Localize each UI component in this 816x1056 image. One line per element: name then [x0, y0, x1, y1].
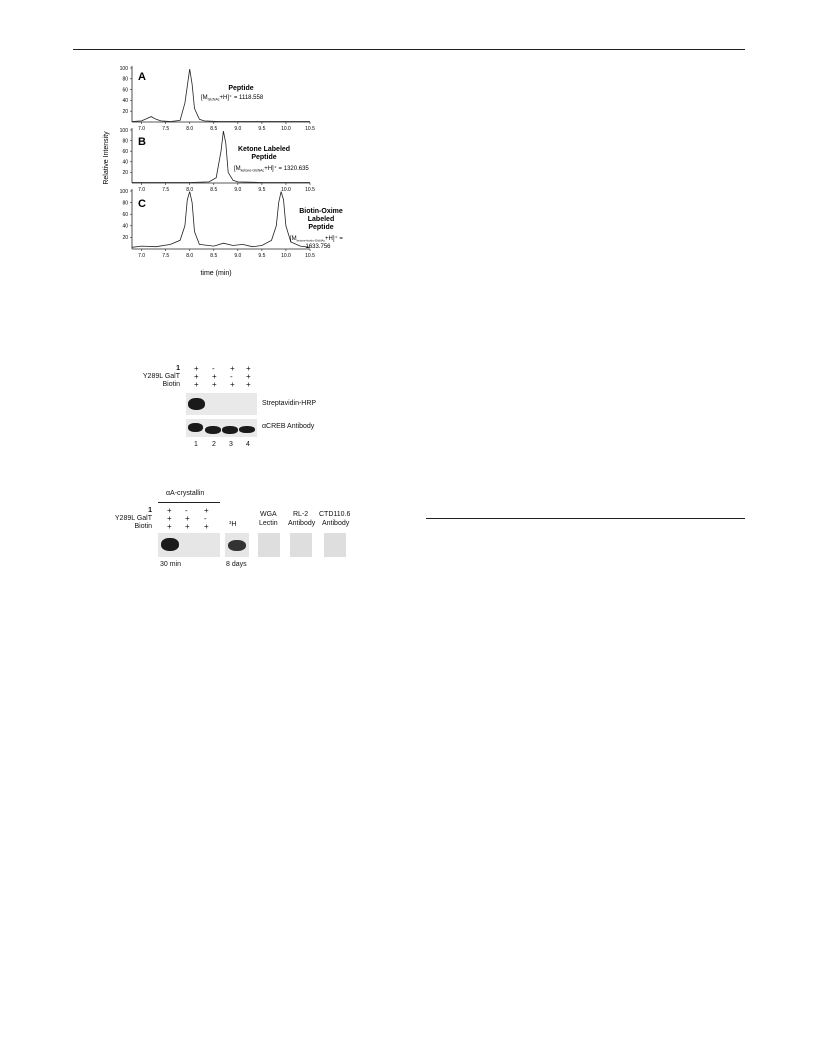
wga-label-2: Lectin: [259, 520, 278, 527]
blot-band: [222, 426, 238, 434]
blot-band: [188, 398, 205, 410]
x-tick-label: 7.0: [138, 187, 146, 193]
panel-b-label-line-1: Ketone Labeled: [237, 146, 291, 153]
fig2-sign: +: [246, 380, 251, 389]
fig2-sign: +: [246, 364, 251, 373]
fig3-sign: +: [204, 522, 209, 531]
fig2-sign: +: [194, 364, 199, 373]
panel-c: [132, 189, 343, 250]
header-rule: [73, 49, 745, 50]
panel-c-letter: C: [138, 198, 146, 210]
x-tick-label: 10.0: [281, 126, 291, 132]
y-tick-label: 80: [122, 76, 128, 83]
wga-label-1: WGA: [260, 511, 277, 518]
fig3-row-label-2: Y289L GalT: [114, 515, 152, 522]
fig2-sign: +: [212, 380, 217, 389]
fig3-row-label-3: Biotin: [134, 523, 152, 530]
panel-a-letter: A: [138, 71, 146, 83]
x-tick-label: 9.5: [258, 126, 266, 132]
fig3-sign: +: [185, 522, 190, 531]
fig2-sign: +: [212, 372, 217, 381]
panel-b-letter: B: [138, 136, 146, 148]
x-tick-label: 10.5: [305, 187, 315, 193]
x-tick-label: 7.0: [138, 126, 146, 132]
x-tick-label: 7.5: [162, 187, 170, 193]
fig3-sign: +: [167, 514, 172, 523]
fig3-sign: +: [167, 522, 172, 531]
ctd-label-1: CTD110.6: [319, 511, 351, 518]
panel-a-label-line-1: Peptide: [228, 85, 254, 92]
column-rule: [426, 518, 745, 519]
fig3-row-label-1: 1: [148, 507, 152, 514]
x-tick-label: 8.5: [210, 253, 218, 259]
y-tick-label: 100: [119, 188, 128, 195]
tick-labels: [120, 66, 315, 259]
y-tick-label: 20: [122, 170, 128, 177]
blot-band: [239, 426, 255, 433]
x-tick-label: 8.5: [210, 187, 218, 193]
fig3-sign: -: [204, 514, 207, 523]
x-tick-label: 9.5: [258, 187, 266, 193]
panel-c-label-line-3: Peptide: [308, 224, 334, 231]
tritium-label: ³H: [229, 521, 237, 528]
fig2-row-label-1: 1: [176, 365, 180, 372]
fig2-sign: -: [230, 372, 233, 381]
y-axis-label: Relative Intensity: [103, 131, 110, 185]
x-tick-label: 7.5: [162, 253, 170, 259]
y-tick-label: 40: [122, 98, 128, 105]
x-axis-label: time (min): [200, 270, 232, 277]
blot-band: [161, 538, 179, 551]
lane-number: 1: [194, 441, 198, 448]
fig2-sign: +: [246, 372, 251, 381]
x-tick-label: 7.5: [162, 126, 170, 132]
y-tick-label: 60: [122, 87, 128, 94]
fig2-row-label-3: Biotin: [162, 381, 180, 388]
rl2-blot: [290, 533, 312, 557]
lane-number: 4: [246, 441, 250, 448]
fig2-sign: +: [194, 380, 199, 389]
y-tick-label: 100: [119, 65, 128, 72]
x-tick-label: 9.0: [234, 187, 242, 193]
x-tick-label: 9.5: [258, 253, 266, 259]
lane-number: 3: [229, 441, 233, 448]
wga-blot: [258, 533, 280, 557]
fig3-sign: -: [185, 506, 188, 515]
panel-b: [132, 128, 310, 183]
blot-band: [228, 540, 246, 551]
panel-c-label-line-1: Biotin-Oxime: [299, 208, 343, 215]
x-tick-label: 9.0: [234, 253, 242, 259]
panel-b-label-line-2: Peptide: [251, 154, 277, 161]
panel-c-trace: [132, 192, 310, 248]
blot-band: [205, 426, 221, 434]
panel-a-mass: $[M_{GlcNAc}+H]^+ = 1118.558$: [201, 95, 264, 102]
panel-c-label-line-2: Labeled: [307, 216, 335, 223]
y-tick-label: 20: [122, 235, 128, 242]
time-label-1: 30 min: [160, 561, 182, 568]
x-tick-label: 8.0: [186, 187, 194, 193]
fig2-sign: -: [212, 364, 215, 373]
panel-a: [132, 66, 310, 122]
panel-c-mass-line-2: 1633.756: [305, 244, 331, 250]
y-tick-label: 20: [122, 109, 128, 115]
fig2-sign: +: [194, 372, 199, 381]
lane-number: 2: [212, 441, 216, 448]
chromatogram-figure: [96, 58, 343, 280]
x-tick-label: 10.5: [305, 253, 315, 259]
fig2-sign: +: [230, 380, 235, 389]
x-tick-label: 8.5: [210, 126, 218, 132]
y-tick-label: 40: [122, 159, 128, 166]
fig3-header: αA-crystallin: [166, 490, 205, 497]
panel-b-mass: $[M_{ketone-GlcNAc}+H]^+ = 1320.635$: [234, 166, 309, 173]
fig3-sign: +: [204, 506, 209, 515]
ctd-blot: [324, 533, 346, 557]
ctd-label-2: Antibody: [322, 520, 350, 527]
y-tick-label: 100: [119, 127, 128, 134]
fig3-sign: +: [167, 506, 172, 515]
y-tick-label: 60: [122, 212, 128, 218]
fig2-row-label-2: Y289L GalT: [142, 373, 180, 380]
y-tick-label: 60: [122, 149, 128, 155]
x-tick-label: 8.0: [186, 253, 194, 259]
x-tick-label: 7.0: [138, 253, 146, 259]
time-label-2: 8 days: [226, 561, 247, 568]
x-tick-label: 9.0: [234, 126, 242, 132]
fig2-sign: +: [230, 364, 235, 373]
fig3-sign: +: [185, 514, 190, 523]
rl2-label-1: RL-2: [293, 511, 309, 518]
panel-b-trace: [132, 131, 310, 182]
y-tick-label: 40: [122, 223, 128, 230]
rl2-label-2: Antibody: [288, 520, 316, 527]
x-tick-label: 10.0: [281, 253, 291, 259]
panel-c-mass: $[M_{ketone-biotin-GlcNAc}+H]^+$ =: [290, 236, 343, 243]
y-tick-label: 80: [122, 138, 128, 145]
fig3-header-rule: [158, 502, 220, 503]
creb-label: αCREB Antibody: [262, 423, 315, 430]
x-tick-label: 10.0: [281, 187, 291, 193]
x-tick-label: 8.0: [186, 126, 194, 132]
y-tick-label: 80: [122, 200, 128, 207]
x-tick-label: 10.5: [305, 126, 315, 132]
blot-band: [188, 423, 203, 432]
streptavidin-label: Streptavidin-HRP: [262, 400, 317, 407]
